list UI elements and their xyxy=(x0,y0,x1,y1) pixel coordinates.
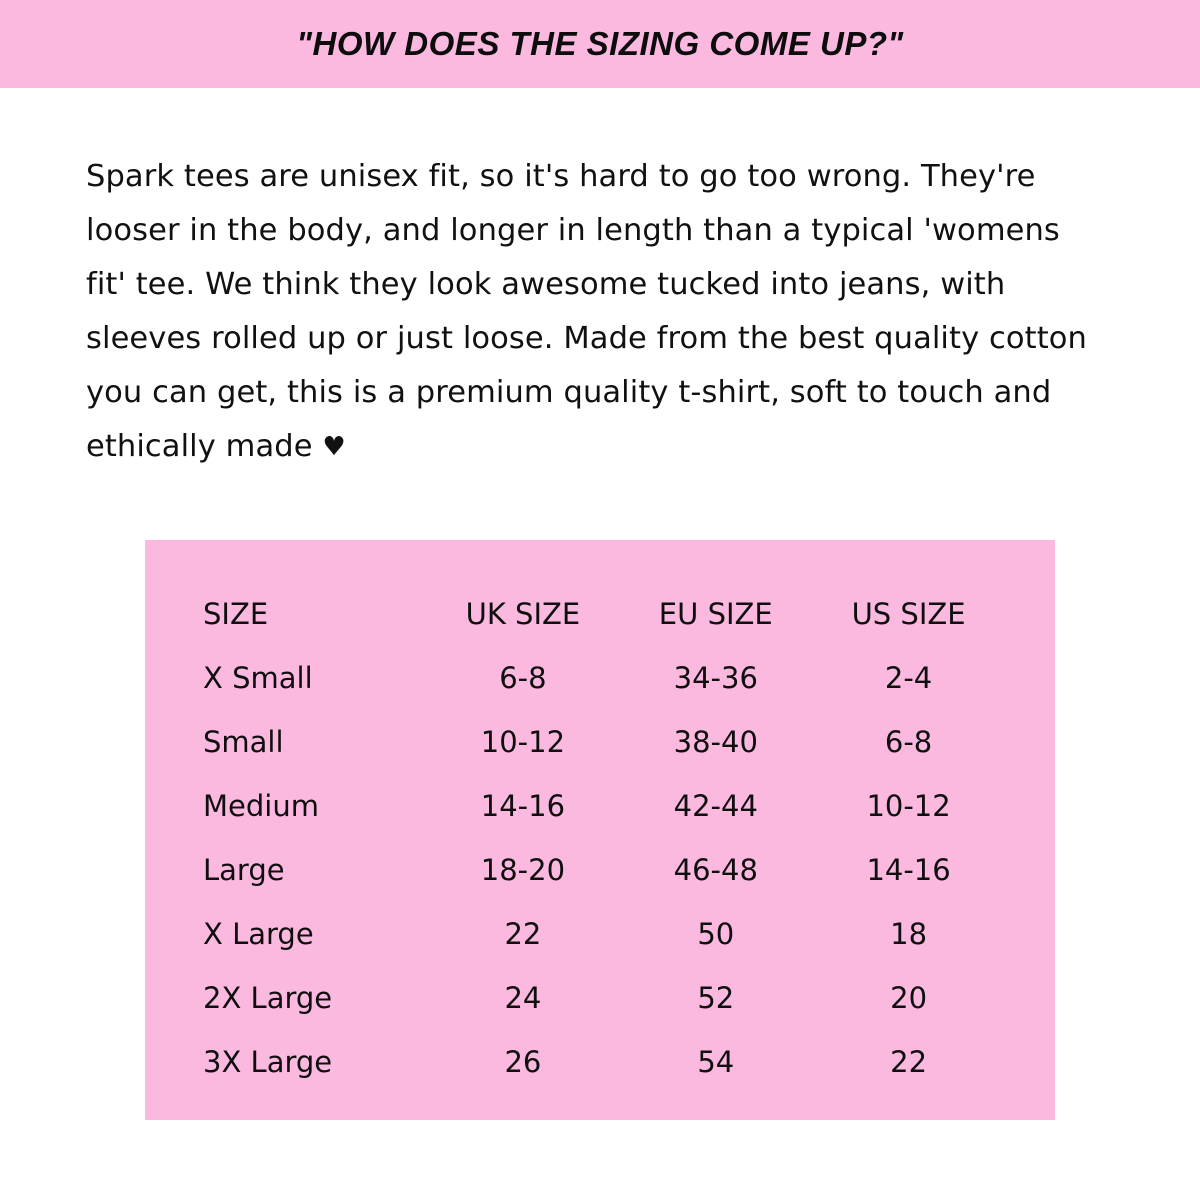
cell-size: 3X Large xyxy=(203,1045,333,1079)
cell-uk-size: 24 xyxy=(504,981,542,1015)
column-header-size: SIZE xyxy=(203,597,269,631)
column-header-eu-size: EU SIZE xyxy=(658,597,773,631)
cell-size: Large xyxy=(203,853,285,887)
description-paragraph xyxy=(86,150,1096,474)
cell-us-size: 20 xyxy=(890,981,928,1015)
cell-us-size: 2-4 xyxy=(884,661,933,695)
cell-us-size: 10-12 xyxy=(866,789,951,823)
cell-uk-size: 10-12 xyxy=(480,725,566,759)
cell-eu-size: 46-48 xyxy=(673,853,758,887)
cell-eu-size: 54 xyxy=(697,1045,735,1079)
description-text: Spark tees are unisex fit, so it's hard to go too wrong. They're looser in the body, and longer in length than a typical 'womens fit' tee. We think they look awesome tucked into jeans, with sleeves rolled up or just loose. Made from the best quality cotton you can get, this is a premium quality t-shirt, soft to touch and ethically made xyxy=(86,159,1087,464)
cell-size: 2X Large xyxy=(203,981,333,1015)
table-row xyxy=(195,1030,1005,1094)
table-row xyxy=(195,710,1005,774)
header-banner xyxy=(0,0,1200,88)
cell-uk-size: 18-20 xyxy=(480,853,566,887)
size-chart-panel xyxy=(145,540,1055,1120)
column-header-uk-size: UK SIZE xyxy=(465,597,581,631)
cell-uk-size: 26 xyxy=(504,1045,542,1079)
heart-icon: ♥ xyxy=(322,432,346,462)
size-chart-table xyxy=(195,582,1005,1094)
page-title: "HOW DOES THE SIZING COME UP?" xyxy=(296,25,904,62)
cell-us-size: 18 xyxy=(890,917,928,951)
cell-size: Medium xyxy=(203,789,319,823)
cell-uk-size: 14-16 xyxy=(480,789,566,823)
cell-uk-size: 22 xyxy=(504,917,542,951)
table-row xyxy=(195,902,1005,966)
table-header-row xyxy=(195,582,1005,646)
cell-us-size: 22 xyxy=(890,1045,928,1079)
cell-eu-size: 38-40 xyxy=(673,725,758,759)
cell-eu-size: 42-44 xyxy=(673,789,758,823)
table-row xyxy=(195,838,1005,902)
table-row xyxy=(195,966,1005,1030)
cell-uk-size: 6-8 xyxy=(499,661,547,695)
cell-size: X Small xyxy=(203,661,313,695)
cell-size: X Large xyxy=(203,917,314,951)
cell-size: Small xyxy=(203,725,284,759)
cell-us-size: 6-8 xyxy=(884,725,933,759)
table-row xyxy=(195,646,1005,710)
cell-eu-size: 34-36 xyxy=(673,661,758,695)
cell-eu-size: 52 xyxy=(697,981,735,1015)
column-header-us-size: US SIZE xyxy=(851,597,966,631)
cell-eu-size: 50 xyxy=(697,917,735,951)
table-row xyxy=(195,774,1005,838)
cell-us-size: 14-16 xyxy=(866,853,951,887)
